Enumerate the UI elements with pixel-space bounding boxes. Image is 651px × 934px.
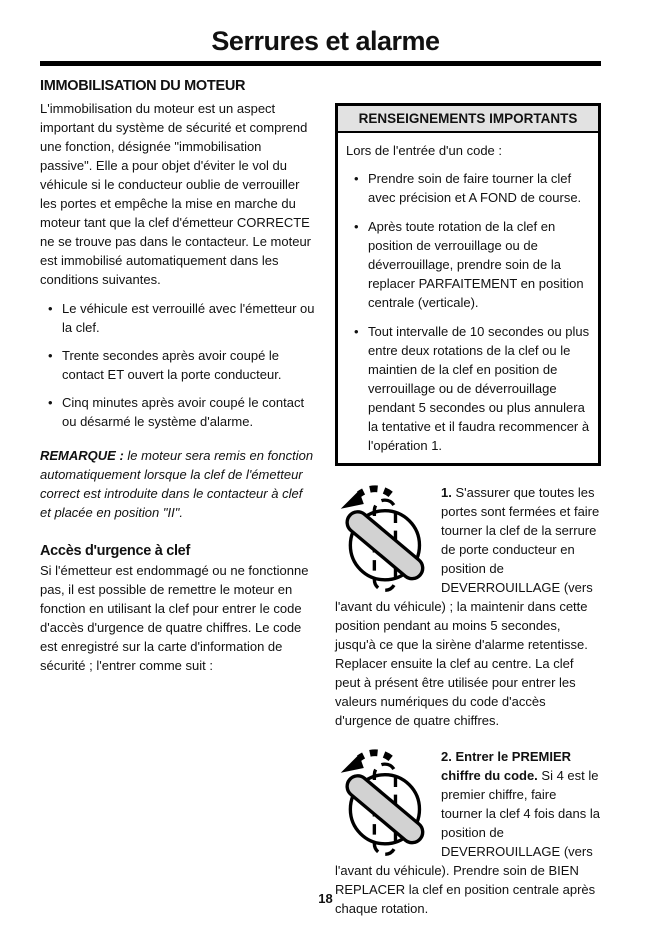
info-box-header: RENSEIGNEMENTS IMPORTANTS: [338, 106, 598, 133]
right-column: [335, 103, 601, 934]
acces-urgence-paragraph: Si l'émetteur est endommagé ou ne fonctionne pas, il est possible de remettre le moteur en fonction en utilisant la clef pour entrer le code d'accès d'urgence de quatre chiffres. Le code est enregistré sur la carte d'information de sécurité ; l'entrer comme suit :: [40, 563, 309, 673]
list-item-text: Cinq minutes après avoir coupé le contact ou désarmé le système d'alarme.: [62, 395, 305, 429]
list-item: [346, 217, 590, 312]
key-rotation-icon: [335, 747, 431, 859]
bullet-icon: •: [48, 395, 53, 410]
list-item: [346, 322, 590, 455]
list-item-text: Prendre soin de faire tourner la clef avec précision et A FOND de course.: [368, 171, 582, 205]
key-rotation-icon: [335, 483, 431, 595]
remarque-note: [40, 446, 316, 522]
list-item: [40, 299, 316, 337]
step-1: [335, 483, 601, 730]
section-heading-acces-urgence: Accès d'urgence à clef: [40, 543, 190, 559]
info-box-intro: Lors de l'entrée d'un code :: [346, 143, 503, 158]
remarque-label: REMARQUE :: [40, 448, 124, 463]
info-box-body: [338, 133, 598, 463]
page-number: 18: [318, 891, 333, 906]
list-item-text: Après toute rotation de la clef en position de verrouillage ou de déverrouillage, prendre soin de la replacer PARFAITEMENT en position centrale (verticale).: [368, 219, 584, 310]
left-column: [40, 77, 316, 685]
intro-paragraph: L'immobilisation du moteur est un aspect important du système de sécurité et comprend une fonction, désignée "immobilisation passive". Elle a pour objet d'éviter le vol du véhicule si le conducteur oublie de verrouiller les portes et empêche la mise en marche du moteur tant que la clef d'émetteur CORRECTE ne se trouve pas dans le contacteur. Le moteur est immobilisé automatiquement dans les conditions suivantes.: [40, 101, 312, 287]
list-item-text: Le véhicule est verrouillé avec l'émetteur ou la clef.: [62, 301, 315, 335]
section-heading-immobilisation: IMMOBILISATION DU MOTEUR: [40, 78, 246, 94]
list-item: [346, 169, 590, 207]
step-body: Si 4 est le premier chiffre, faire tourner la clef 4 fois dans la position de DEVERROUILLAGE (vers l'avant du véhicule). Prendre soin de BIEN REPLACER la clef en position centrale après chaque rotation.: [335, 768, 600, 916]
bullet-icon: •: [48, 348, 53, 363]
bullet-icon: •: [354, 219, 359, 234]
info-box-list: [346, 169, 590, 455]
list-item-text: Tout intervalle de 10 secondes ou plus entre deux rotations de la clef ou le maintien de la clef en position de verrouillage ou de déverrouillage pendant 5 secondes ou plus annulera la tentative et il faudra recommencer à l'opération 1.: [368, 324, 590, 453]
important-info-box: [335, 103, 601, 466]
list-item: [40, 346, 316, 384]
step-body: S'assurer que toutes les portes sont fermées et faire tourner la clef de la serrure de porte conducteur en position de DEVERROUILLAGE (vers l'avant du véhicule) ; la maintenir dans cette position pendant au moins 5 secondes, jusqu'à ce que la sirène d'alarme retentisse. Replacer ensuite la clef au centre. La clef peut à présent être utilisée pour entrer les valeurs numériques du code d'accès d'urgence de quatre chiffres.: [335, 485, 600, 728]
step-number: 2. Entrer le PREMIER chiffre du code.: [441, 749, 572, 783]
page-title: Serrures et alarme: [211, 26, 440, 56]
bullet-icon: •: [354, 324, 359, 339]
remarque-text: le moteur sera remis en fonction automatiquement lorsque la clef de l'émetteur correct est introduite dans le contacteur à clef et placée en position "II".: [40, 448, 314, 520]
bullet-icon: •: [354, 171, 359, 186]
list-item: [40, 393, 316, 431]
list-item-text: Trente secondes après avoir coupé le contact ET ouvert la porte conducteur.: [62, 348, 282, 382]
immobilisation-conditions-list: [40, 299, 316, 431]
title-rule: [40, 61, 601, 66]
step-number: 1.: [441, 485, 452, 500]
bullet-icon: •: [48, 301, 53, 316]
